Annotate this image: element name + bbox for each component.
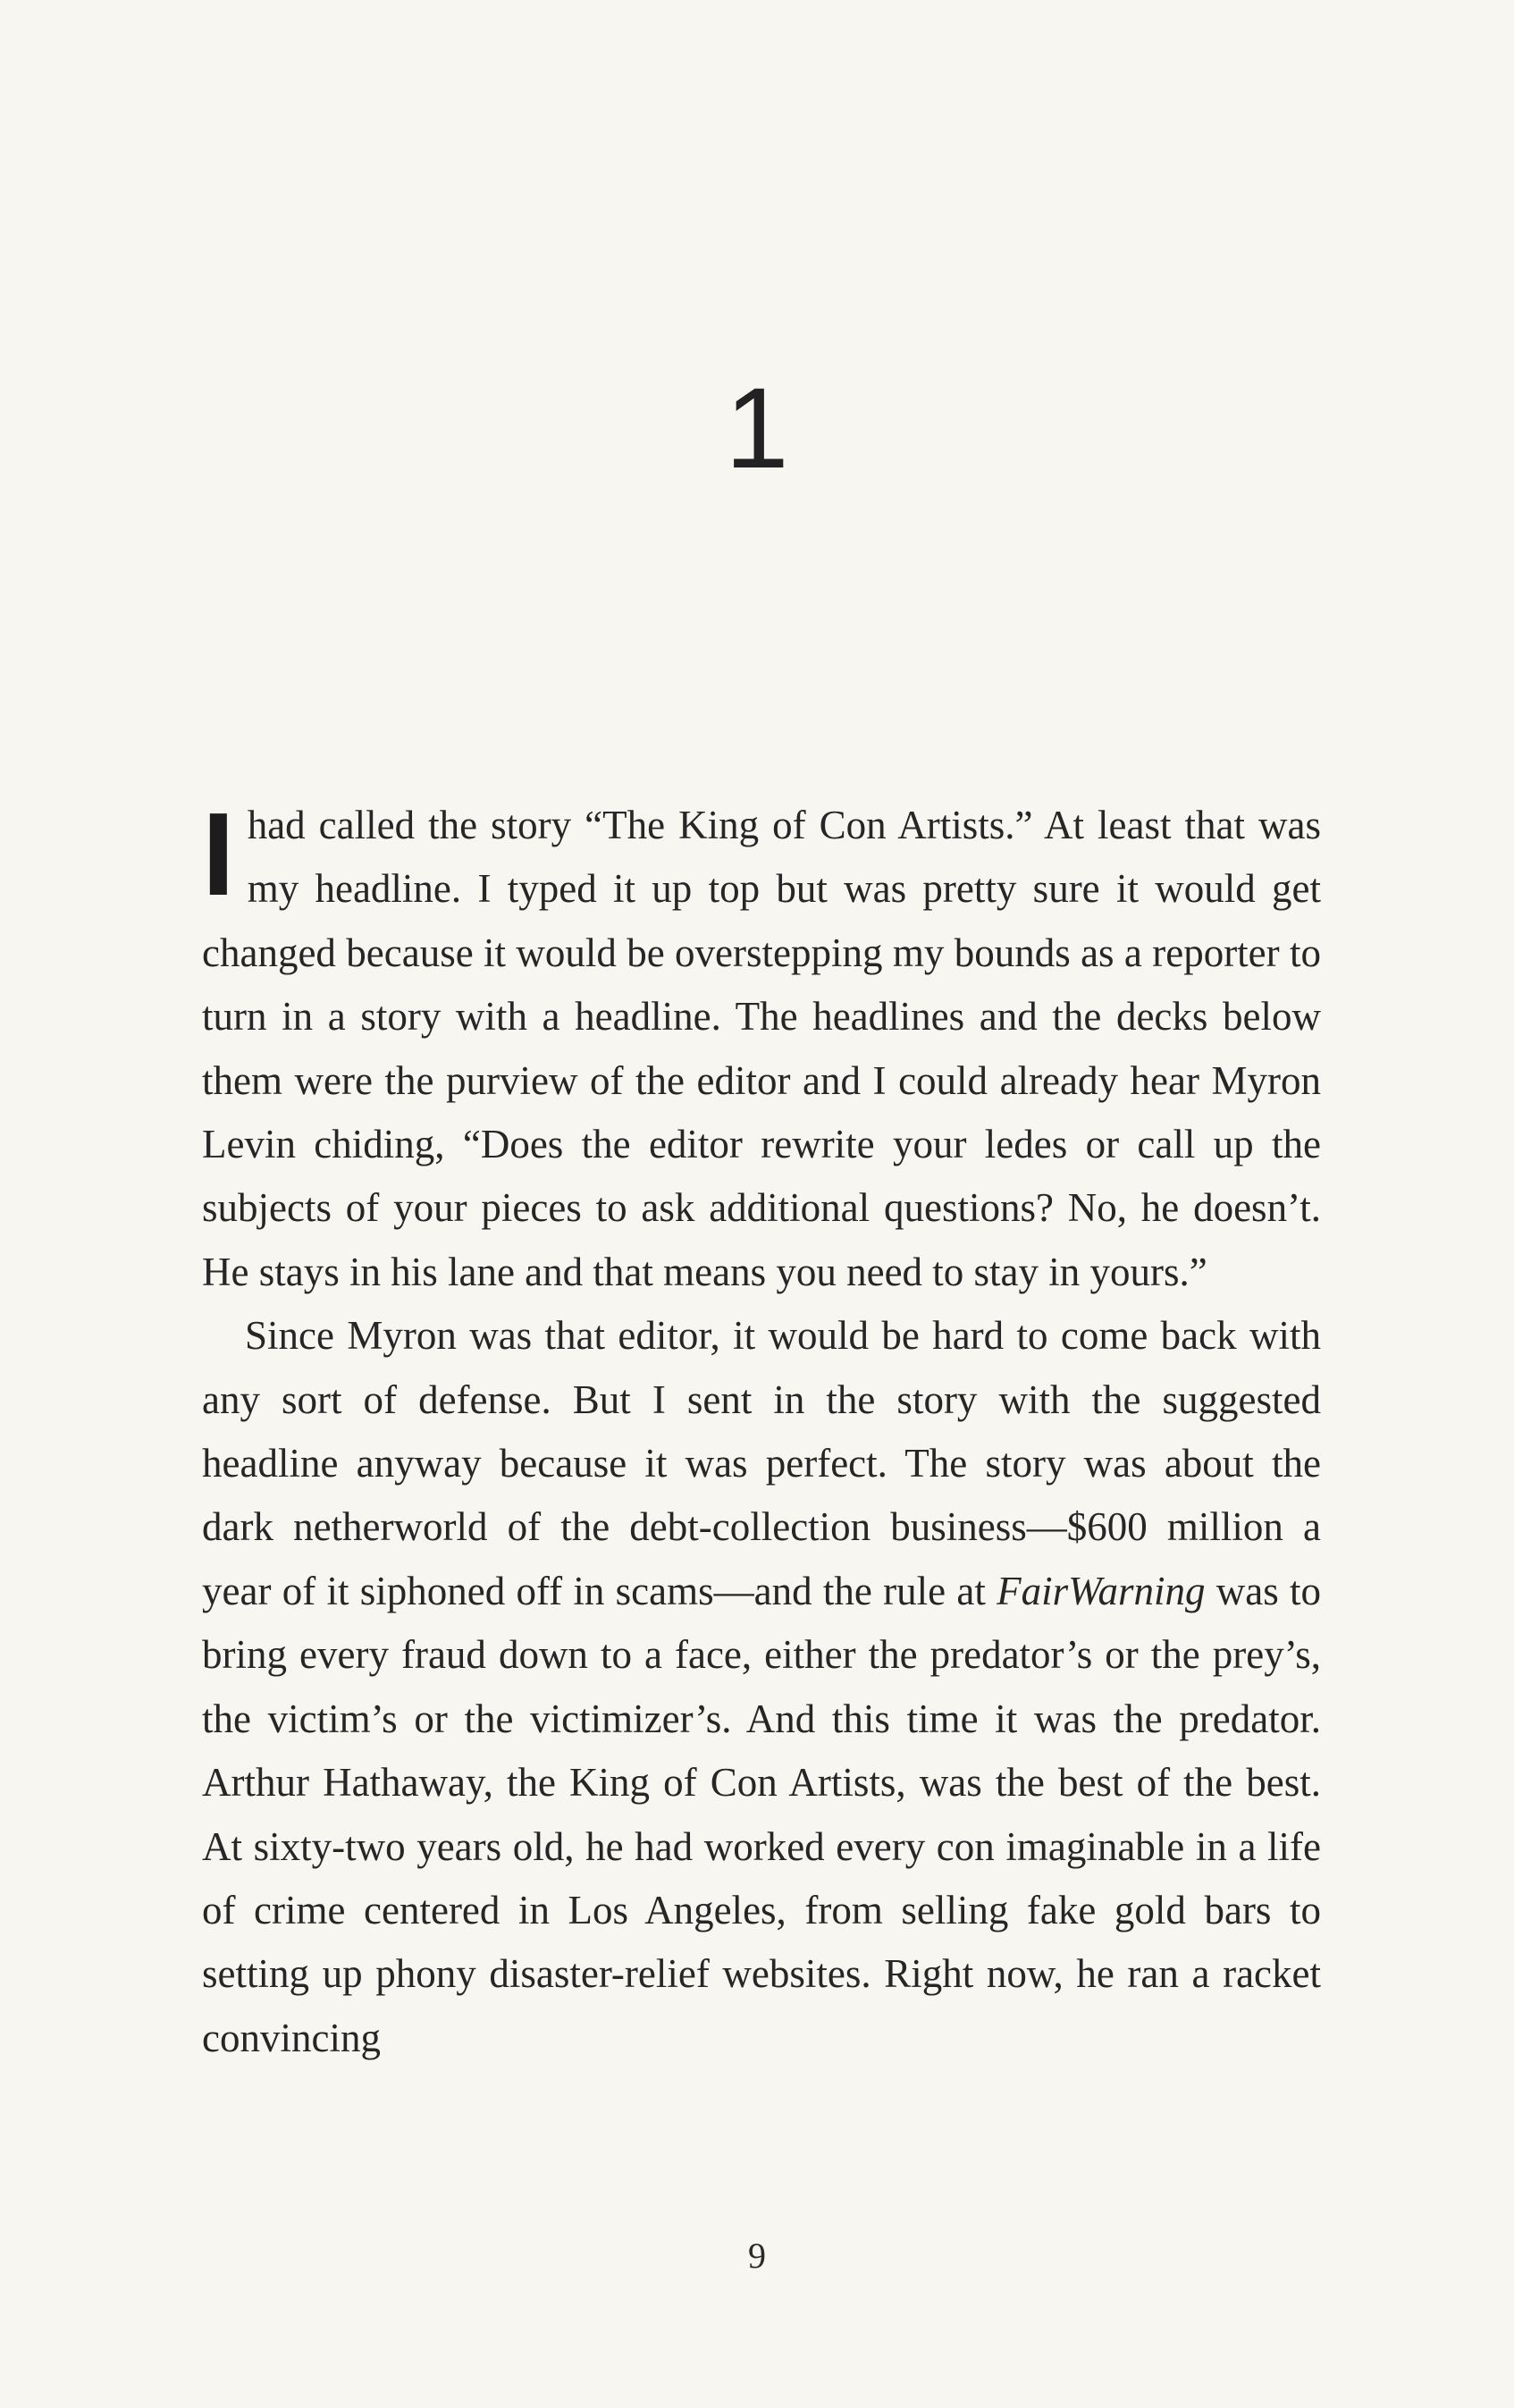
paragraph-2 — [202, 1304, 1321, 2070]
chapter-number: 1 — [725, 365, 789, 493]
paragraph-1-text: had called the story “The King of Con Artists.” At least that was my headline. I typed it up top but was pretty sure it would get changed because it would be overstepping my bounds as a reporter to turn in a story with a headline. The headlines and the decks below them were the purview of the editor and I could already hear Myron Levin chiding, “Does the editor rewrite your ledes or call up the subjects of your pieces to ask additional questions? No, he doesn’t. He stays in his lane and that means you need to stay in yours.” — [202, 803, 1321, 1294]
page-number: 9 — [748, 2235, 766, 2276]
paragraph-2-text-start: Since Myron was that editor, it would be hard to come back with any sort of defense. But I sent in the story with the suggested headline anyway because it was perfect. The story was about the dark netherworld of the debt-collection business—$600 million a year of it siphoned off in scams—and the rule at — [202, 1313, 1321, 1613]
publication-name: FairWarning — [997, 1568, 1206, 1613]
paragraph-2-text-end: was to bring every fraud down to a face, either the predator’s or the prey’s, the victim’s or the victimizer’s. And this time it was the predator. Arthur Hathaway, the King of Con Artists, was the best of the best. At sixty-two years old, he had worked every con imaginable in a life of crime centered in Los Angeles, from selling fake gold bars to setting up phony disaster-relief websites. Right now, he ran a racket convincing — [202, 1568, 1321, 2060]
drop-cap: I — [202, 788, 235, 920]
paragraph-1 — [202, 788, 1321, 1304]
body-text — [202, 788, 1321, 2070]
